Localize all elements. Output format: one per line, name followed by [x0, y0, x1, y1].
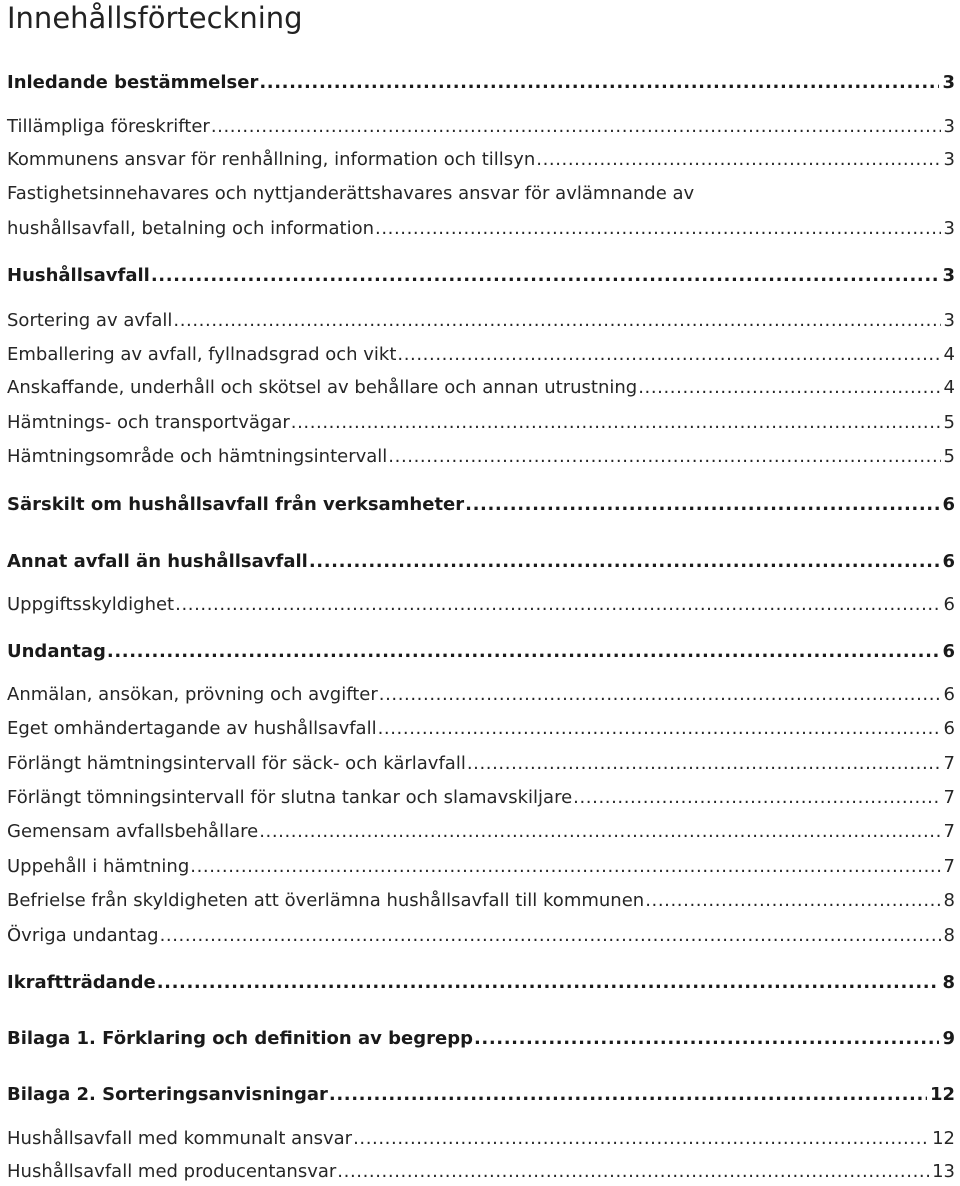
dot-leader: [309, 550, 940, 574]
toc-page-number: 3: [943, 218, 955, 239]
toc-entry-text: hushållsavfall, betalning och information: [7, 218, 374, 239]
toc-page-number: 3: [943, 310, 955, 331]
toc-entry-ikrafttradande[interactable]: [7, 971, 955, 995]
toc-entry-sortering-av-avfall[interactable]: [7, 309, 955, 333]
dot-leader: [536, 148, 940, 172]
toc-page-number: 7: [943, 821, 955, 842]
toc-page-number: 8: [942, 972, 955, 993]
dot-leader: [467, 752, 941, 776]
dot-leader: [638, 376, 940, 400]
toc-entry-forlangt-tomningsintervall[interactable]: [7, 786, 955, 810]
toc-page-number: 8: [943, 890, 955, 911]
toc-entry-text: Gemensam avfallsbehållare: [7, 821, 259, 842]
toc-page-number: 5: [943, 446, 955, 467]
dot-leader: [151, 264, 940, 288]
dot-leader: [259, 71, 939, 95]
toc-page-number: 3: [942, 265, 955, 286]
toc-entry-text: Inledande bestämmelser: [7, 72, 259, 93]
dot-leader: [378, 717, 941, 741]
toc-entry-text: Sortering av avfall: [7, 310, 173, 331]
dot-leader: [173, 309, 940, 333]
toc-entry-hamtningsomrade[interactable]: [7, 445, 955, 469]
toc-page-number: 5: [943, 412, 955, 433]
toc-entry-text: Ikraftträdande: [7, 972, 156, 993]
dot-leader: [175, 593, 940, 617]
toc-page-number: 6: [942, 494, 955, 515]
dot-leader: [474, 1027, 939, 1051]
toc-entry-text: Anskaffande, underhåll och skötsel av behållare och annan utrustning: [7, 377, 638, 398]
toc-entry-text: Hushållsavfall med producentansvar: [7, 1161, 337, 1182]
toc-page-number: 4: [943, 377, 955, 398]
toc-entry-text: Särskilt om hushållsavfall från verksamheter: [7, 494, 465, 515]
toc-entry-kommunens-ansvar[interactable]: [7, 148, 955, 172]
toc-entry-anskaffande[interactable]: [7, 376, 955, 400]
toc-entry-annat-avfall[interactable]: [7, 550, 955, 574]
toc-page-number: 12: [932, 1128, 955, 1149]
toc-entry-text: Bilaga 1. Förklaring och definition av begrepp: [7, 1028, 473, 1049]
toc-entry-undantag[interactable]: [7, 640, 955, 664]
dot-leader: [379, 683, 941, 707]
toc-entry-text: Hushållsavfall: [7, 265, 150, 286]
toc-entry-line1[interactable]: Fastighetsinnehavares och nyttjanderättshavares ansvar för avlämnande av: [7, 183, 695, 204]
dot-leader: [388, 445, 940, 469]
toc-page-number: 7: [943, 856, 955, 877]
toc-page-number: 6: [943, 684, 955, 705]
dot-leader: [375, 217, 941, 241]
dot-leader: [107, 640, 940, 664]
toc-entry-producentansvar[interactable]: [7, 1160, 955, 1184]
toc-entry-text: Emballering av avfall, fyllnadsgrad och vikt: [7, 344, 397, 365]
toc-entry-sarskilt-om-hushallsavfall[interactable]: [7, 493, 955, 517]
toc-entry-text: Tillämpliga föreskrifter: [7, 116, 210, 137]
dot-leader: [645, 889, 940, 913]
toc-entry-text: Övriga undantag: [7, 925, 159, 946]
toc-entry-text: Annat avfall än hushållsavfall: [7, 551, 308, 572]
toc-page-number: 3: [943, 149, 955, 170]
toc-entry-text: Befrielse från skyldigheten att överlämna hushållsavfall till kommunen: [7, 890, 645, 911]
toc-entry-kommunalt-ansvar[interactable]: [7, 1127, 955, 1151]
toc-page-number: 7: [943, 787, 955, 808]
toc-entry-fastighetsinnehavares-ansvar[interactable]: [7, 217, 955, 241]
dot-leader: [211, 115, 941, 139]
toc-entry-text: Uppehåll i hämtning: [7, 856, 190, 877]
dot-leader: [573, 786, 940, 810]
toc-entry-text: Hämtningsområde och hämtningsintervall: [7, 446, 388, 467]
toc-page-number: 12: [929, 1084, 955, 1105]
toc-entry-tillampliga-foreskrifter[interactable]: [7, 115, 955, 139]
toc-page-number: 13: [932, 1161, 955, 1182]
toc-entry-hushallsavfall[interactable]: [7, 264, 955, 288]
toc-entry-text: Förlängt hämtningsintervall för säck- och kärlavfall: [7, 753, 466, 774]
toc-entry-uppehall-i-hamtning[interactable]: [7, 855, 955, 879]
toc-entry-text: Undantag: [7, 641, 106, 662]
toc-entry-text: Hushållsavfall med kommunalt ansvar: [7, 1128, 353, 1149]
toc-page-number: 6: [943, 594, 955, 615]
toc-page-number: 8: [943, 925, 955, 946]
toc-entry-inledande-bestammelser[interactable]: [7, 71, 955, 95]
toc-entry-befrielse[interactable]: [7, 889, 955, 913]
toc-page-number: 6: [942, 551, 955, 572]
toc-entry-bilaga-2[interactable]: [7, 1083, 955, 1107]
toc-entry-hamtnings-och-transportvagar[interactable]: [7, 411, 955, 435]
toc-entry-emballering[interactable]: [7, 343, 955, 367]
toc-page-number: 3: [943, 116, 955, 137]
toc-page-number: 6: [942, 641, 955, 662]
dot-leader: [353, 1127, 929, 1151]
toc-entry-text: Eget omhändertagande av hushållsavfall: [7, 718, 377, 739]
toc-entry-forlangt-hamtningsintervall[interactable]: [7, 752, 955, 776]
toc-entry-text: Anmälan, ansökan, prövning och avgifter: [7, 684, 378, 705]
toc-entry-text: Bilaga 2. Sorteringsanvisningar: [7, 1084, 328, 1105]
toc-entry-text: Förlängt tömningsintervall för slutna tankar och slamavskiljare: [7, 787, 573, 808]
toc-entry-bilaga-1[interactable]: [7, 1027, 955, 1051]
dot-leader: [160, 924, 941, 948]
toc-entry-eget-omhandertagande[interactable]: [7, 717, 955, 741]
page-title: Innehållsförteckning: [7, 1, 303, 35]
toc-page-number: 6: [943, 718, 955, 739]
dot-leader: [397, 343, 940, 367]
dot-leader: [190, 855, 940, 879]
toc-page-number: 7: [943, 753, 955, 774]
toc-entry-uppgiftsskyldighet[interactable]: [7, 593, 955, 617]
toc-entry-anmalan-ansokan[interactable]: [7, 683, 955, 707]
toc-entry-text: Hämtnings- och transportvägar: [7, 412, 290, 433]
toc-entry-ovriga-undantag[interactable]: [7, 924, 955, 948]
dot-leader: [259, 820, 940, 844]
toc-entry-text: Kommunens ansvar för renhållning, information och tillsyn: [7, 149, 536, 170]
toc-page-number: 4: [943, 344, 955, 365]
toc-entry-text: Uppgiftsskyldighet: [7, 594, 175, 615]
toc-entry-gemensam-avfallsbehallare[interactable]: [7, 820, 955, 844]
toc-page-number: 3: [942, 72, 955, 93]
dot-leader: [465, 493, 939, 517]
dot-leader: [329, 1083, 927, 1107]
toc-page-number: 9: [942, 1028, 955, 1049]
dot-leader: [337, 1160, 929, 1184]
dot-leader: [291, 411, 941, 435]
dot-leader: [157, 971, 940, 995]
